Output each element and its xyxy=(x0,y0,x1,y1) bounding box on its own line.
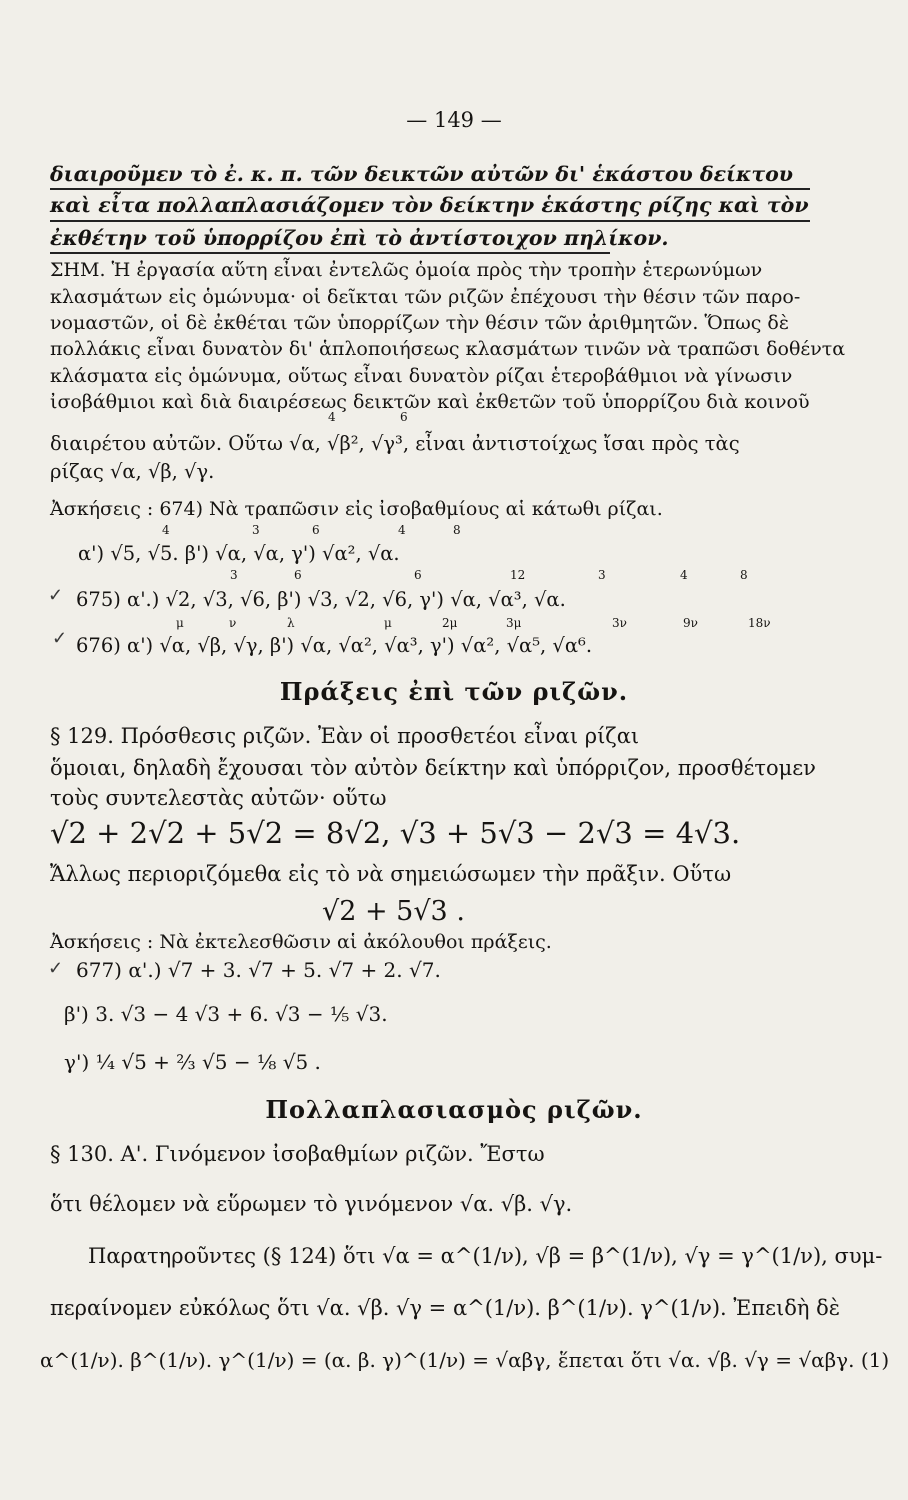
pencil-check-mark: ✓ xyxy=(52,628,68,649)
section-heading: Πράξεις ἐπὶ τῶν ριζῶν. xyxy=(279,677,629,706)
root-index: 3 xyxy=(230,568,238,582)
section-heading: Πολλαπλασιασμὸς ριζῶν. xyxy=(265,1095,643,1124)
root-index: 3 xyxy=(598,568,606,582)
rule-line-1: διαιροῦμεν τὸ ἐ. κ. π. τῶν δεικτῶν αὐτῶν δι' ἑκάστου δείκτου xyxy=(50,162,794,186)
paragraph-line: ὅτι θέλομεν νὰ εὕρωμεν τὸ γινόμενον √α. √β. √γ. xyxy=(50,1192,573,1216)
exercise-677-a: 677) α'.) √7 + 3. √7 + 5. √7 + 2. √7. xyxy=(76,958,441,982)
root-index: ν xyxy=(229,616,237,630)
paragraph-line: περαίνομεν εὐκόλως ὅτι √α. √β. √γ = α^(1/ν). β^(1/ν). γ^(1/ν). Ἐπειδὴ δὲ xyxy=(50,1296,841,1320)
note-line-5: κλάσματα εἰς ὁμώνυμα, οὕτως εἶναι δυνατὸν ρίζαι ἑτεροβάθμιοι νὰ γίνωσιν xyxy=(50,365,793,387)
root-index: 4 xyxy=(328,410,336,424)
root-index: 8 xyxy=(740,568,748,582)
root-index: μ xyxy=(384,616,392,630)
exercise-674-items: α') √5, √5. β') √α, √α, γ') √α², √α. xyxy=(78,542,400,565)
paragraph-line: Ἄλλως περιοριζόμεθα εἰς τὸ νὰ σημειώσωμεν τὴν πρᾶξιν. Οὕτω xyxy=(50,862,732,886)
note-line-4: πολλάκις εἶναι δυνατὸν δι' ἁπλοποιήσεως κλασμάτων τινῶν νὰ τραπῶσι δοθέντα xyxy=(50,338,846,360)
paragraph-line: ὅμοιαι, δηλαδὴ ἔχουσαι τὸν αὐτὸν δείκτην καὶ ὑπόρριζον, προσθέτομεν xyxy=(50,756,816,780)
underline xyxy=(50,188,810,190)
underline xyxy=(50,220,810,222)
root-index: λ xyxy=(287,616,295,630)
root-index: 3 xyxy=(252,523,260,537)
root-index: 3ν xyxy=(612,616,627,630)
root-index: 8 xyxy=(453,523,461,537)
note-line-8: ρίζας √α, √β, √γ. xyxy=(50,460,215,483)
root-index: 6 xyxy=(312,523,320,537)
root-index: 6 xyxy=(294,568,302,582)
equation-example: √2 + 5√3 . xyxy=(322,896,465,927)
root-index: 6 xyxy=(400,410,408,424)
equation-sum: √2 + 2√2 + 5√2 = 8√2, √3 + 5√3 − 2√3 = 4√3. xyxy=(50,816,741,850)
exercise-676: 676) α') √α, √β, √γ, β') √α, √α², √α³, γ') √α², √α⁵, √α⁶. xyxy=(76,634,593,657)
root-index: 12 xyxy=(510,568,526,582)
page-number: — 149 — xyxy=(406,108,502,132)
rule-line-2: καὶ εἶτα πολλαπλασιάζομεν τὸν δείκτην ἑκάστης ρίζης καὶ τὸν xyxy=(50,193,809,217)
exercise-677-b: β') 3. √3 − 4 √3 + 6. √3 − ⅕ √3. xyxy=(64,1002,388,1026)
note-line-7: διαιρέτου αὐτῶν. Οὕτω √α, √β², √γ³, εἶναι ἀντιστοίχως ἴσαι πρὸς τὰς xyxy=(50,432,740,455)
exercise-677-c: γ') ¼ √5 + ⅔ √5 − ⅛ √5 . xyxy=(64,1050,321,1074)
root-index: 2μ xyxy=(442,616,458,630)
paragraph-line: τοὺς συντελεστὰς αὐτῶν· οὕτω xyxy=(50,786,387,810)
note-line-6: ἰσοβάθμιοι καὶ διὰ διαιρέσεως δεικτῶν καὶ ἐκθετῶν τοῦ ὑπορρίζου διὰ κοινοῦ xyxy=(50,391,810,413)
underline xyxy=(50,252,610,254)
root-index: 4 xyxy=(162,523,170,537)
exercise-675: 675) α'.) √2, √3, √6, β') √3, √2, √6, γ') √α, √α³, √α. xyxy=(76,588,566,611)
exercise-heading: Ἀσκήσεις : Νὰ ἐκτελεσθῶσιν αἱ ἀκόλουθοι πράξεις. xyxy=(50,931,552,953)
pencil-check-mark: ✓ xyxy=(48,958,64,979)
root-index: 18ν xyxy=(748,616,771,630)
paragraph-129: § 129. Πρόσθεσις ριζῶν. Ἐὰν οἱ προσθετέοι εἶναι ρίζαι xyxy=(50,724,640,748)
root-index: 6 xyxy=(414,568,422,582)
root-index: 3μ xyxy=(506,616,522,630)
exercise-674: Ἀσκήσεις : 674) Νὰ τραπῶσιν εἰς ἰσοβαθμίους αἱ κάτωθι ρίζαι. xyxy=(50,498,663,520)
equation-product: α^(1/ν). β^(1/ν). γ^(1/ν) = (α. β. γ)^(1/ν) = √αβγ, ἕπεται ὅτι √α. √β. √γ = √αβγ. (1) xyxy=(40,1348,890,1372)
paragraph-line: Παρατηροῦντες (§ 124) ὅτι √α = α^(1/ν), √β = β^(1/ν), √γ = γ^(1/ν), συμ- xyxy=(88,1244,883,1268)
root-index: 4 xyxy=(680,568,688,582)
note-line-2: κλασμάτων εἰς ὁμώνυμα· οἱ δεῖκται τῶν ριζῶν ἐπέχουσι τὴν θέσιν τῶν παρο- xyxy=(50,286,801,308)
note-line-1: ΣΗΜ. Ἡ ἐργασία αὕτη εἶναι ἐντελῶς ὁμοία πρὸς τὴν τροπὴν ἑτερωνύμων xyxy=(50,259,763,281)
root-index: 4 xyxy=(398,523,406,537)
paragraph-130: § 130. Α'. Γινόμενον ἰσοβαθμίων ριζῶν. Ἔστω xyxy=(50,1142,545,1166)
pencil-check-mark: ✓ xyxy=(48,585,64,606)
root-index: 9ν xyxy=(683,616,698,630)
rule-line-3: ἐκθέτην τοῦ ὑπορρίζου ἐπὶ τὸ ἀντίστοιχον πηλίκον. xyxy=(50,226,669,250)
note-line-3: νομαστῶν, οἱ δὲ ἐκθέται τῶν ὑπορρίζων τὴν θέσιν τῶν ἀριθμητῶν. Ὅπως δὲ xyxy=(50,312,790,334)
root-index: μ xyxy=(176,616,184,630)
